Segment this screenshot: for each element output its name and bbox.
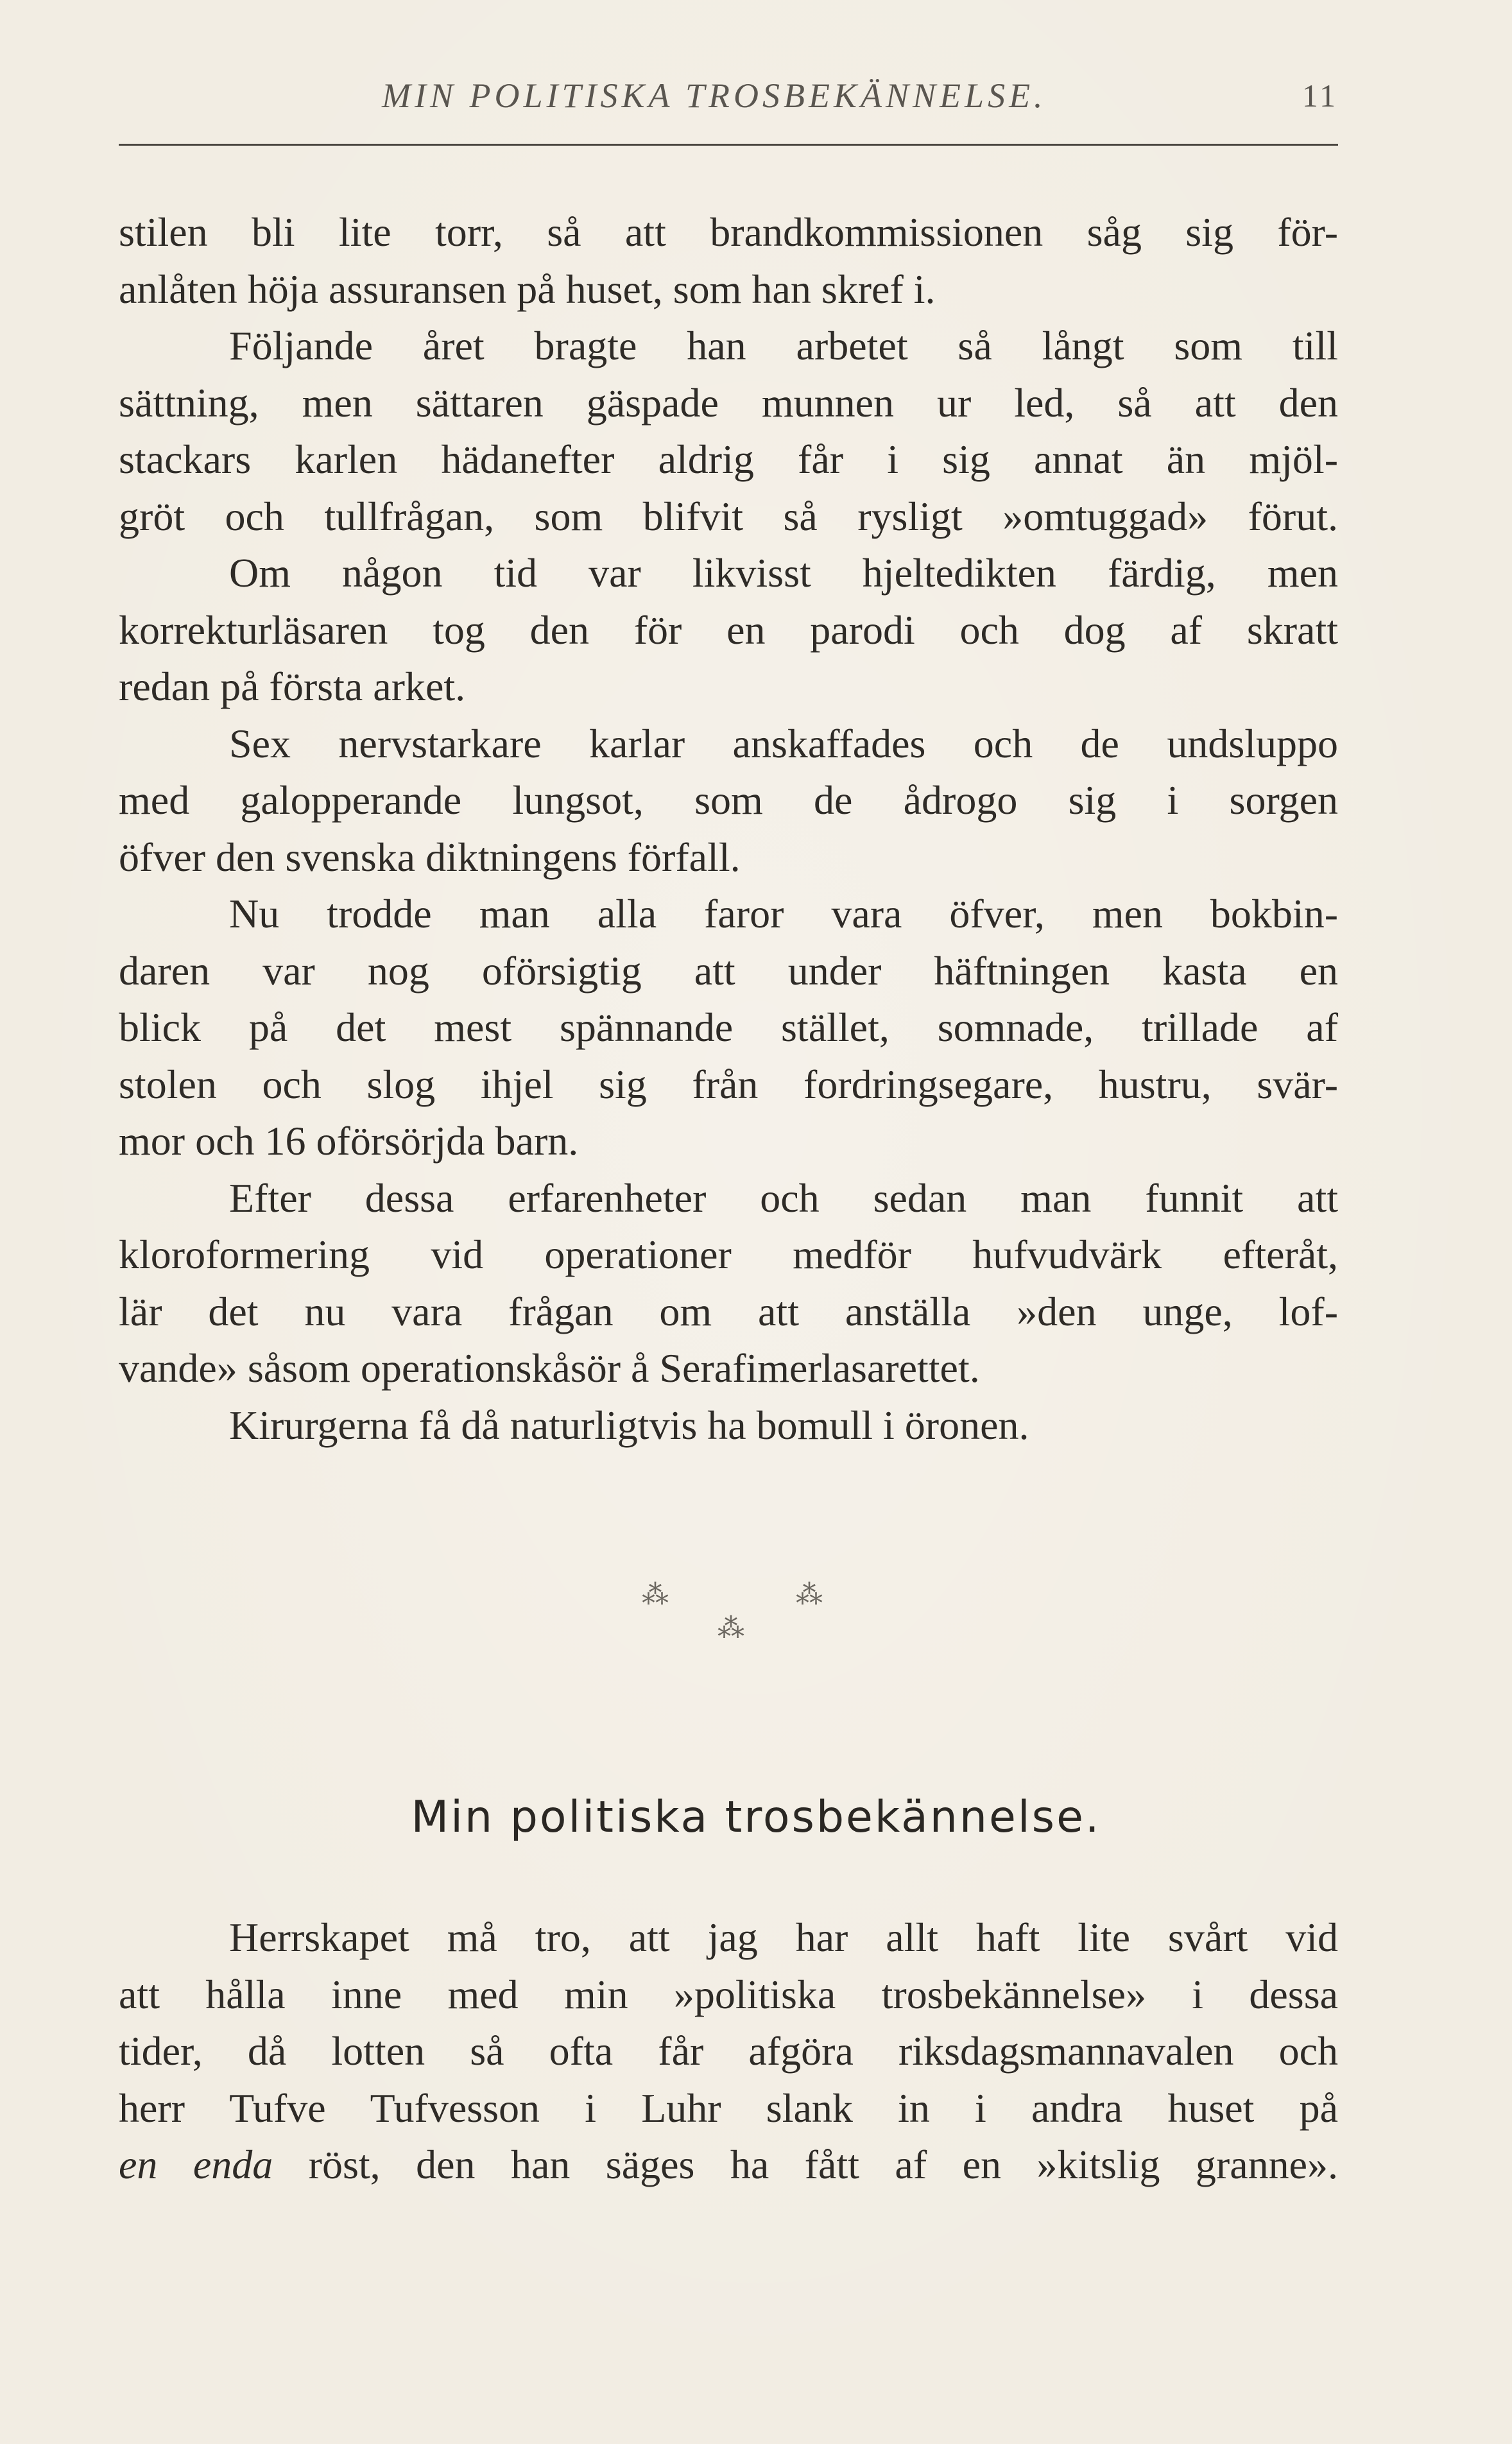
text-line: stilen bli lite torr, så att brandkommissionen såg sig för- — [119, 209, 1338, 255]
text-line: Nu trodde man alla faror vara öfver, men bokbin- — [229, 891, 1338, 936]
paragraph — [119, 204, 1338, 318]
running-header — [119, 76, 1338, 146]
section-body-text — [119, 1909, 1338, 2194]
paragraph — [119, 716, 1338, 886]
text-line: gröt och tullfrågan, som blifvit så rysligt »omtuggad» förut. — [119, 493, 1338, 539]
text-line: stolen och slog ihjel sig från fordringsegare, hustru, svär- — [119, 1061, 1338, 1107]
running-title: MIN POLITISKA TROSBEKÄNNELSE. — [382, 76, 1047, 115]
text-line — [119, 2137, 1338, 2194]
text-line: daren var nog oförsigtig att under häftningen kasta en — [119, 947, 1338, 994]
asterism-ornament — [0, 1579, 1512, 1669]
page-number: 11 — [1302, 78, 1338, 114]
paragraph — [119, 545, 1338, 716]
text-line: Följande året bragte han arbetet så långt som till — [229, 323, 1338, 368]
paragraph — [119, 886, 1338, 1170]
text-line: med galopperande lungsot, som de ådrogo sig i sorgen — [119, 777, 1338, 823]
body-text — [119, 204, 1338, 1454]
text-line: blick på det mest spännande stället, somnade, trillade af — [119, 1004, 1338, 1050]
asterisk-icon: ⁂ — [796, 1581, 823, 1610]
text-line-rest: röst, den han säges ha fått af en »kitslig granne». — [273, 2142, 1339, 2187]
text-line: vande» såsom operationskåsör å Serafimerlasarettet. — [119, 1345, 980, 1391]
paragraph — [119, 318, 1338, 545]
text-line: anlåten höja assuransen på huset, som han skref i. — [119, 266, 936, 312]
text-line: Kirurgerna få då naturligtvis ha bomull i öronen. — [229, 1402, 1029, 1448]
text-line: herr Tufve Tufvesson i Luhr slank in i andra huset på — [119, 2085, 1338, 2131]
text-line: sättning, men sättaren gäspade munnen ur led, så att den — [119, 379, 1338, 426]
text-line: öfver den svenska diktningens förfall. — [119, 834, 741, 880]
text-line: korrekturläsaren tog den för en parodi och dog af skratt — [119, 607, 1338, 653]
text-line: Efter dessa erfarenheter och sedan man funnit att — [229, 1175, 1338, 1221]
asterisk-icon: ⁂ — [717, 1614, 744, 1644]
emphasized-text: en enda — [119, 2142, 273, 2187]
text-line: kloroformering vid operationer medför hufvudvärk efteråt, — [119, 1232, 1338, 1277]
header-rule — [119, 144, 1338, 146]
text-line: Sex nervstarkare karlar anskaffades och de undsluppo — [229, 720, 1338, 766]
paragraph — [119, 1397, 1338, 1454]
text-line: att hålla inne med min »politiska trosbekännelse» i dessa — [119, 1971, 1338, 2017]
text-line: tider, då lotten så ofta får afgöra riksdagsmannavalen och — [119, 2028, 1338, 2074]
paragraph — [119, 1170, 1338, 1397]
text-line: stackars karlen hädanefter aldrig får i sig annat än mjöl- — [119, 436, 1338, 482]
asterisk-icon: ⁂ — [642, 1581, 669, 1610]
section-heading: Min politiska trosbekännelse. — [411, 1792, 1101, 1843]
text-line: Om någon tid var likvisst hjeltedikten färdig, men — [229, 550, 1338, 596]
text-line: lär det nu vara frågan om att anställa »den unge, lof- — [119, 1288, 1338, 1334]
text-line: redan på första arket. — [119, 664, 466, 709]
text-line: Herrskapet må tro, att jag har allt haft lite svårt vid — [229, 1915, 1338, 1960]
text-line: mor och 16 oförsörjda barn. — [119, 1118, 579, 1164]
